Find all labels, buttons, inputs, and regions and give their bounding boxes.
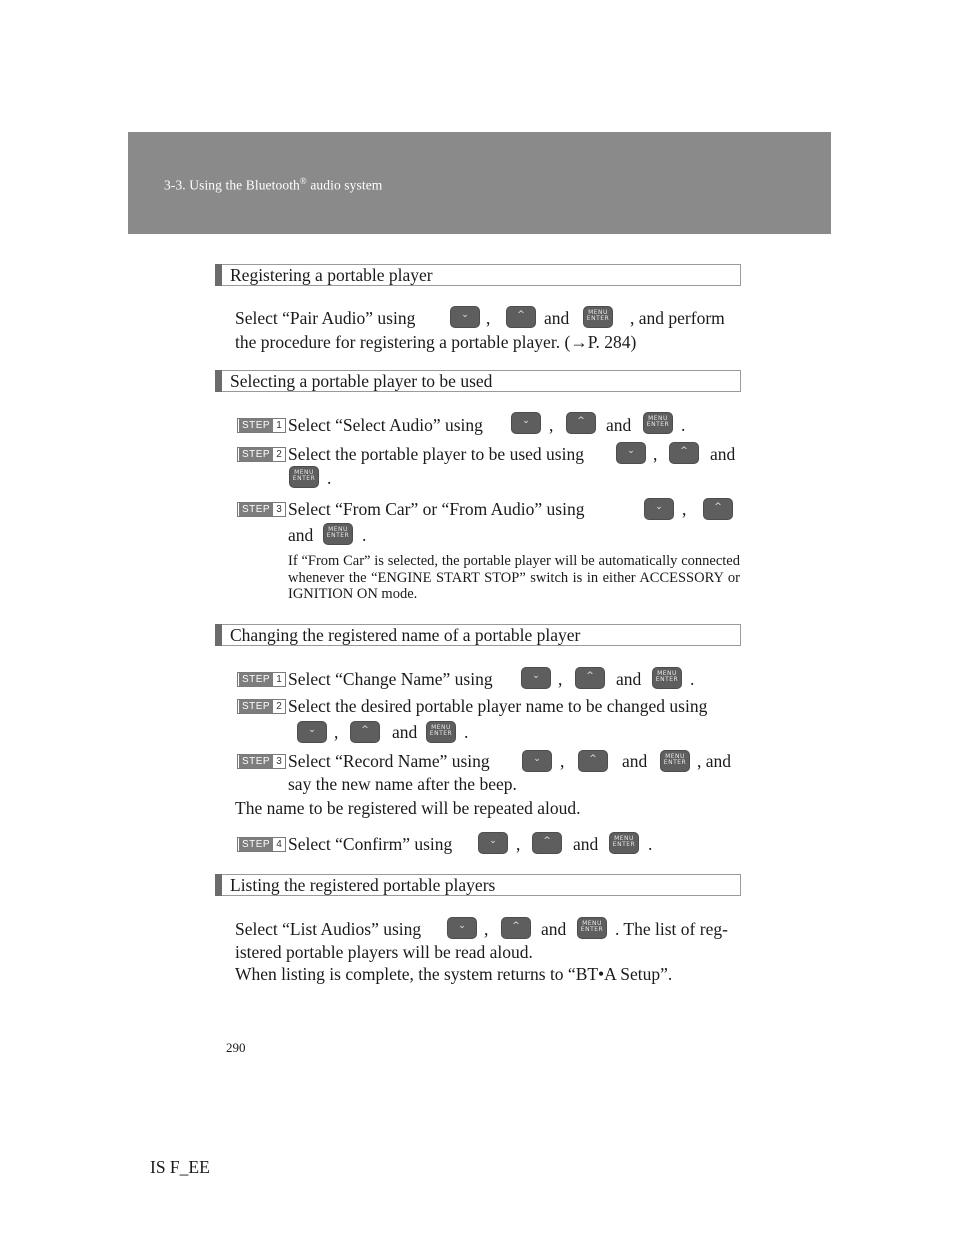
step-badge-2: STEP 2 — [237, 699, 286, 714]
menu-enter-button-icon: MENU ENTER — [643, 412, 673, 434]
menu-enter-button-icon: MENU ENTER — [652, 667, 682, 689]
pair-audio-text-line2: the procedure for registering a portable player. (→P. 284) — [235, 332, 637, 352]
menu-enter-button-icon: MENU ENTER — [577, 917, 607, 939]
menu-enter-button-icon: MENU ENTER — [660, 750, 690, 772]
menu-enter-button-icon: MENU ENTER — [426, 721, 456, 743]
step-text: Select the portable player to be used using — [288, 444, 584, 464]
chapter-header — [128, 132, 831, 234]
section-heading-selecting: Selecting a portable player to be used — [215, 370, 741, 392]
step-badge-1: STEP 1 — [237, 418, 286, 433]
section-heading-changing: Changing the registered name of a portable player — [215, 624, 741, 646]
up-button-icon: ^ — [350, 721, 380, 743]
list-audios-text: Select “List Audios” using — [235, 919, 422, 939]
up-button-icon: ^ — [575, 667, 605, 689]
step-text: Select “Confirm” using — [288, 834, 453, 854]
down-button-icon: ⌄ — [522, 750, 552, 772]
step-badge-4: STEP 4 — [237, 837, 286, 852]
step-badge-3: STEP 3 — [237, 754, 286, 769]
step-badge-3: STEP 3 — [237, 502, 286, 517]
menu-enter-button-icon: MENU ENTER — [289, 466, 319, 488]
down-button-icon: ⌄ — [297, 721, 327, 743]
down-button-icon: ⌄ — [478, 832, 508, 854]
model-code: IS F_EE — [150, 1157, 210, 1177]
step-text: Select “From Car” or “From Audio” using — [288, 499, 585, 519]
down-button-icon: ⌄ — [447, 917, 477, 939]
step-text: Select “Select Audio” using — [288, 415, 483, 435]
chapter-title: 3-3. Using the Bluetooth® audio system — [164, 176, 383, 193]
note-text: If “From Car” is selected, the portable player will be automatically connected whenever the “ENGINE START STOP” switch is in either ACCESSORY or IGNITION ON mode. — [288, 553, 740, 602]
down-button-icon: ⌄ — [511, 412, 541, 434]
up-button-icon: ^ — [501, 917, 531, 939]
repeat-aloud-text: The name to be registered will be repeated aloud. — [235, 798, 581, 818]
up-button-icon: ^ — [578, 750, 608, 772]
step-badge-2: STEP 2 — [237, 447, 286, 462]
up-button-icon: ^ — [566, 412, 596, 434]
down-button-icon: ⌄ — [450, 306, 480, 328]
down-button-icon: ⌄ — [644, 498, 674, 520]
step-text: Select “Change Name” using — [288, 669, 493, 689]
step-badge-1: STEP 1 — [237, 672, 286, 687]
step-text: Select “Record Name” using — [288, 751, 490, 771]
section-heading-registering: Registering a portable player — [215, 264, 741, 286]
page-number: 290 — [226, 1040, 246, 1055]
up-button-icon: ^ — [532, 832, 562, 854]
down-button-icon: ⌄ — [616, 442, 646, 464]
pair-audio-text: Select “Pair Audio” using — [235, 308, 416, 328]
menu-enter-button-icon: MENU ENTER — [609, 832, 639, 854]
up-button-icon: ^ — [669, 442, 699, 464]
menu-enter-button-icon: MENU ENTER — [323, 523, 353, 545]
up-button-icon: ^ — [703, 498, 733, 520]
step-text: Select the desired portable player name to be changed using — [288, 696, 708, 716]
section-heading-listing: Listing the registered portable players — [215, 874, 741, 896]
down-button-icon: ⌄ — [521, 667, 551, 689]
menu-enter-button-icon: MENU ENTER — [583, 306, 613, 328]
up-button-icon: ^ — [506, 306, 536, 328]
